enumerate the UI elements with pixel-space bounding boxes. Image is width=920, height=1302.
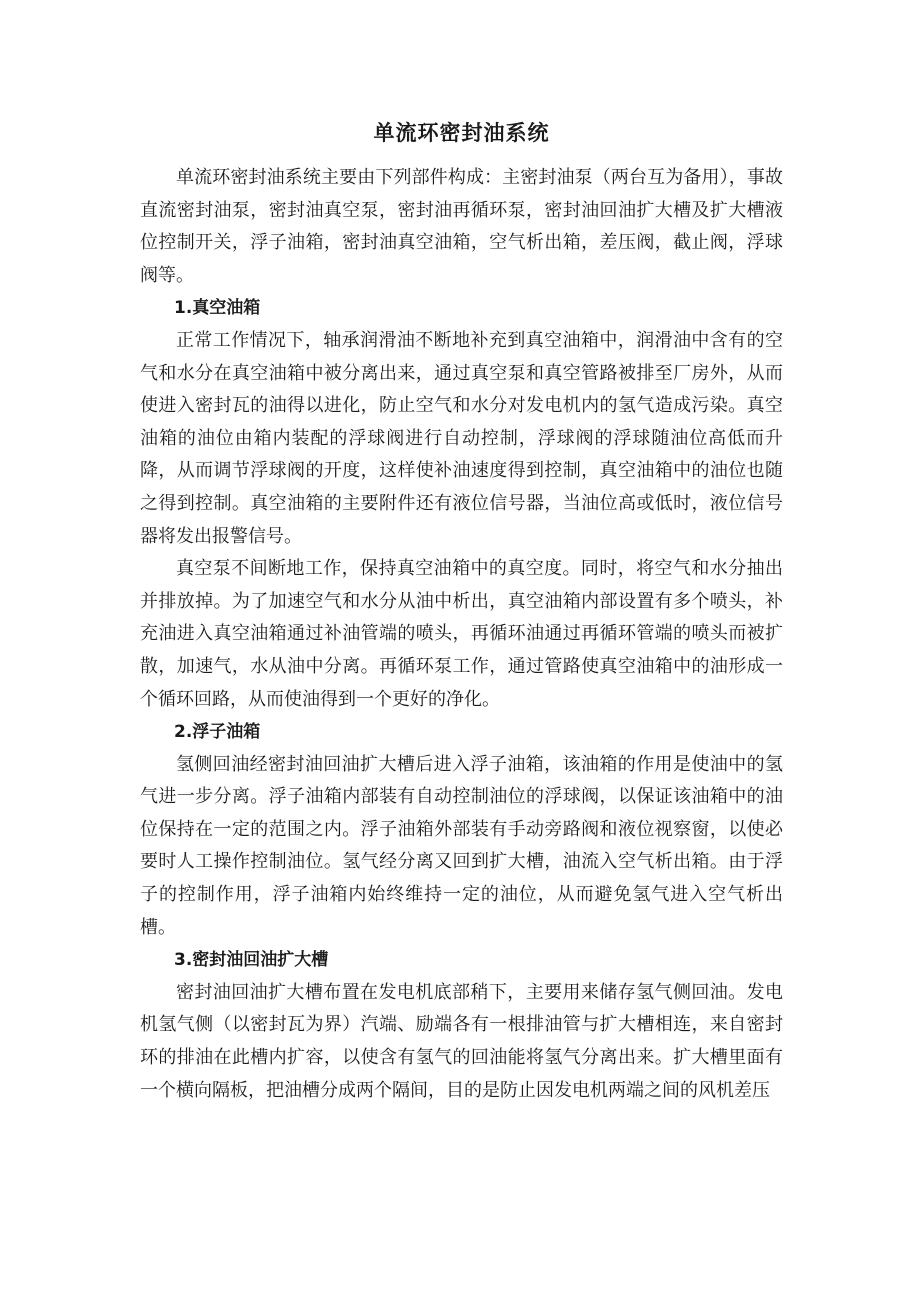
section-return-expansion-tank bbox=[140, 944, 783, 1107]
section-heading: 1.真空油箱 bbox=[174, 298, 261, 319]
intro-paragraph: 单流环密封油系统主要由下列部件构成：主密封油泵（两台互为备用），事故直流密封油泵，密封油真空泵，密封油再循环泵，密封油回油扩大槽及扩大槽液位控制开关，浮子油箱，密封油真空油箱，空气析出箱，差压阀，截止阀，浮球阀等。 bbox=[140, 167, 783, 286]
section-paragraph: 密封油回油扩大槽布置在发电机底部稍下，主要用来储存氢气侧回油。发电机氢气侧（以密封瓦为界）汽端、励端各有一根排油管与扩大槽相连，来自密封环的排油在此槽内扩容，以使含有氢气的回油能将氢气分离出来。扩大槽里面有一个横向隔板，把油槽分成两个隔间，目的是防止因发电机两端之间的风机差压 bbox=[140, 981, 783, 1101]
section-paragraph: 正常工作情况下，轴承润滑油不断地补充到真空油箱中，润滑油中含有的空气和水分在真空油箱中被分离出来，通过真空泵和真空管路被排至厂房外，从而使进入密封瓦的油得以进化，防止空气和水分对发电机内的氢气造成污染。真空油箱的油位由箱内装配的浮球阀进行自动控制，浮球阀的浮球随油位高低而升降，从而调节浮球阀的开度，这样使补油速度得到控制，真空油箱中的油位也随之得到控制。真空油箱的主要附件还有液位信号器，当油位高或低时，液位信号器将发出报警信号。 bbox=[140, 329, 783, 547]
section-paragraph: 氢侧回油经密封油回油扩大槽后进入浮子油箱，该油箱的作用是使油中的氢气进一步分离。浮子油箱内部装有自动控制油位的浮球阀，以保证该油箱中的油位保持在一定的范围之内。浮子油箱外部装有手动旁路阀和液位视察窗，以使必要时人工操作控制油位。氢气经分离又回到扩大槽，油流入空气析出箱。由于浮子的控制作用，浮子油箱内始终维持一定的油位，从而避免氢气进入空气析出槽。 bbox=[140, 753, 783, 938]
section-vacuum-tank bbox=[140, 292, 783, 716]
section-heading: 3.密封油回油扩大槽 bbox=[174, 950, 329, 971]
section-heading: 2.浮子油箱 bbox=[174, 722, 261, 743]
document-page bbox=[140, 112, 783, 1107]
section-paragraph: 真空泵不间断地工作，保持真空油箱中的真空度。同时，将空气和水分抽出并排放掉。为了加速空气和水分从油中析出，真空油箱内部设置有多个喷头，补充油进入真空油箱通过补油管端的喷头，再循环油通过再循环管端的喷头而被扩散，加速气，水从油中分离。再循环泵工作，通过管路使真空油箱中的油形成一个循环回路，从而使油得到一个更好的净化。 bbox=[140, 558, 783, 710]
section-float-tank bbox=[140, 716, 783, 944]
document-title: 单流环密封油系统 bbox=[373, 121, 550, 145]
